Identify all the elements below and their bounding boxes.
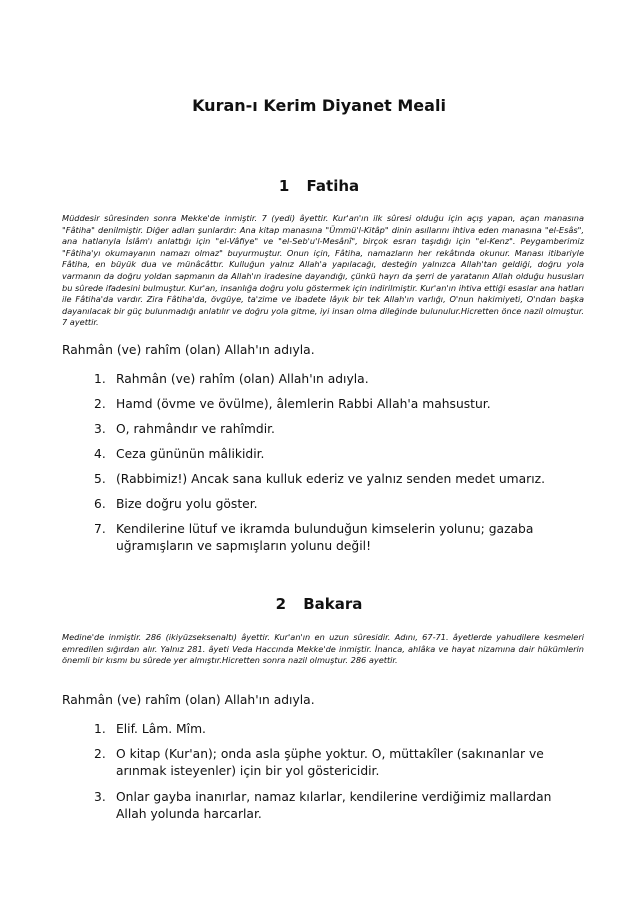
ayah-item <box>94 421 564 438</box>
sura-introduction: Medine'de inmiştir. 286 (ikiyüzseksenaltı) âyettir. Kur'an'ın en uzun sûresidir. Adını, 67-71. âyetlerde yahudilere kesmeleri emredilen sığırdan alır. Yalnız 281. âyeti Veda Haccında Mekke'de inmiştir. İnanca, ahlâka ve hayat nizamına dair hükümlerin önemli bir kısmı bu sûrede yer almıştır.Hicretten sonra nazil olmuştur. 286 ayettir. <box>62 632 584 666</box>
ayah-text: O kitap (Kur'an); onda asla şüphe yoktur. O, müttakîler (sakınanlar ve arınmak isteyenler) için bir yol göstericidir. <box>116 747 544 778</box>
ayah-text: O, rahmândır ve rahîmdir. <box>116 422 275 436</box>
ayah-text: Kendilerine lütuf ve ikramda bulunduğun kimselerin yolunu; gazaba uğramışların ve sapmışların yolunu değil! <box>116 522 534 553</box>
ayah-number: 1. <box>94 722 106 736</box>
ayah-item <box>94 789 564 823</box>
ayah-item <box>94 721 564 738</box>
ayah-item <box>94 396 564 413</box>
ayah-text: Onlar gayba inanırlar, namaz kılarlar, kendilerine verdiğimiz mallardan Allah yolunda harcarlar. <box>116 790 552 821</box>
ayah-number: 1. <box>94 372 106 386</box>
ayah-item <box>94 446 564 463</box>
ayah-item <box>94 746 564 780</box>
ayah-number: 4. <box>94 447 106 461</box>
ayah-number: 7. <box>94 522 106 536</box>
sura-number: 2 <box>275 595 286 613</box>
sura-heading <box>0 177 638 195</box>
ayah-text: Bize doğru yolu göster. <box>116 497 258 511</box>
sura-introduction: Müddesir sûresinden sonra Mekke'de inmiştir. 7 (yedi) âyettir. Kur'an'ın ilk sûresi olduğu için açış yapan, açan manasına "Fâtiha" denilmiştir. Diğer adları şunlardır: Ana kitap manasına "Ümmü'l-Kitâp" dinin asıllarını ihtiva eden manasına "el-Esâs", ana hatlarıyla İslâm'ı anlattığı için "el-Vâfiye" ve "el-Seb'u'l-Mesânî", birçok esrarı taşıdığı için "el-Kenz". Peygamberimiz "Fâtiha'yı okumayanın namazı olmaz" buyurmuştur. Onun için, Fâtiha, namazların her rekâtında okunur. Manası itibariyle Fâtiha, en büyük dua ve münâcâttır. Kulluğun yalnız Allah'a yapılacağı, desteğin yalnızca Allah'tan geldiği, doğru yola varmanın da doğru yoldan sapmanın da Allah'ın iradesine dayandığı, çünkü hayrı da şerri de yaratanın Allah olduğu hususları bu sûrede ifadesini bulmuştur. Kur'an, insanlığa doğru yolu göstermek için indirilmiştir. Kur'an'ın ihtiva ettiği esaslar ana hatları ile Fâtiha'da vardır. Zira Fâtiha'da, övgüye, ta'zime ve ibadete lâyık bir tek Allah'ın varlığı, O'nun hakimiyeti, O'ndan başka dayanılacak bir güç bulunmadığı anlatılır ve doğru yola gitme, iyi insan olma dileğinde bulunulur.Hicretten önce nazil olmuştur. 7 ayettir. <box>62 213 584 328</box>
sura-number: 1 <box>278 177 290 195</box>
ayah-text: Rahmân (ve) rahîm (olan) Allah'ın adıyla. <box>116 372 369 386</box>
ayah-item <box>94 471 564 488</box>
ayah-text: Ceza gününün mâlikidir. <box>116 447 265 461</box>
ayah-number: 2. <box>94 747 106 761</box>
ayah-text: Hamd (övme ve övülme), âlemlerin Rabbi Allah'a mahsustur. <box>116 397 491 411</box>
sura-name: Bakara <box>303 595 363 613</box>
ayah-number: 5. <box>94 472 106 486</box>
basmala: Rahmân (ve) rahîm (olan) Allah'ın adıyla. <box>62 693 315 707</box>
ayah-text: Elif. Lâm. Mîm. <box>116 722 206 736</box>
ayah-item <box>94 521 564 555</box>
basmala: Rahmân (ve) rahîm (olan) Allah'ın adıyla. <box>62 343 315 357</box>
sura-heading <box>0 595 638 613</box>
document-title: Kuran-ı Kerim Diyanet Meali <box>192 96 446 115</box>
ayah-item <box>94 371 564 388</box>
sura-name: Fatiha <box>306 177 360 195</box>
ayah-number: 2. <box>94 397 106 411</box>
ayah-item <box>94 496 564 513</box>
ayah-number: 3. <box>94 422 106 436</box>
ayah-text: (Rabbimiz!) Ancak sana kulluk ederiz ve yalnız senden medet umarız. <box>116 472 545 486</box>
ayah-number: 6. <box>94 497 106 511</box>
ayah-number: 3. <box>94 790 106 804</box>
